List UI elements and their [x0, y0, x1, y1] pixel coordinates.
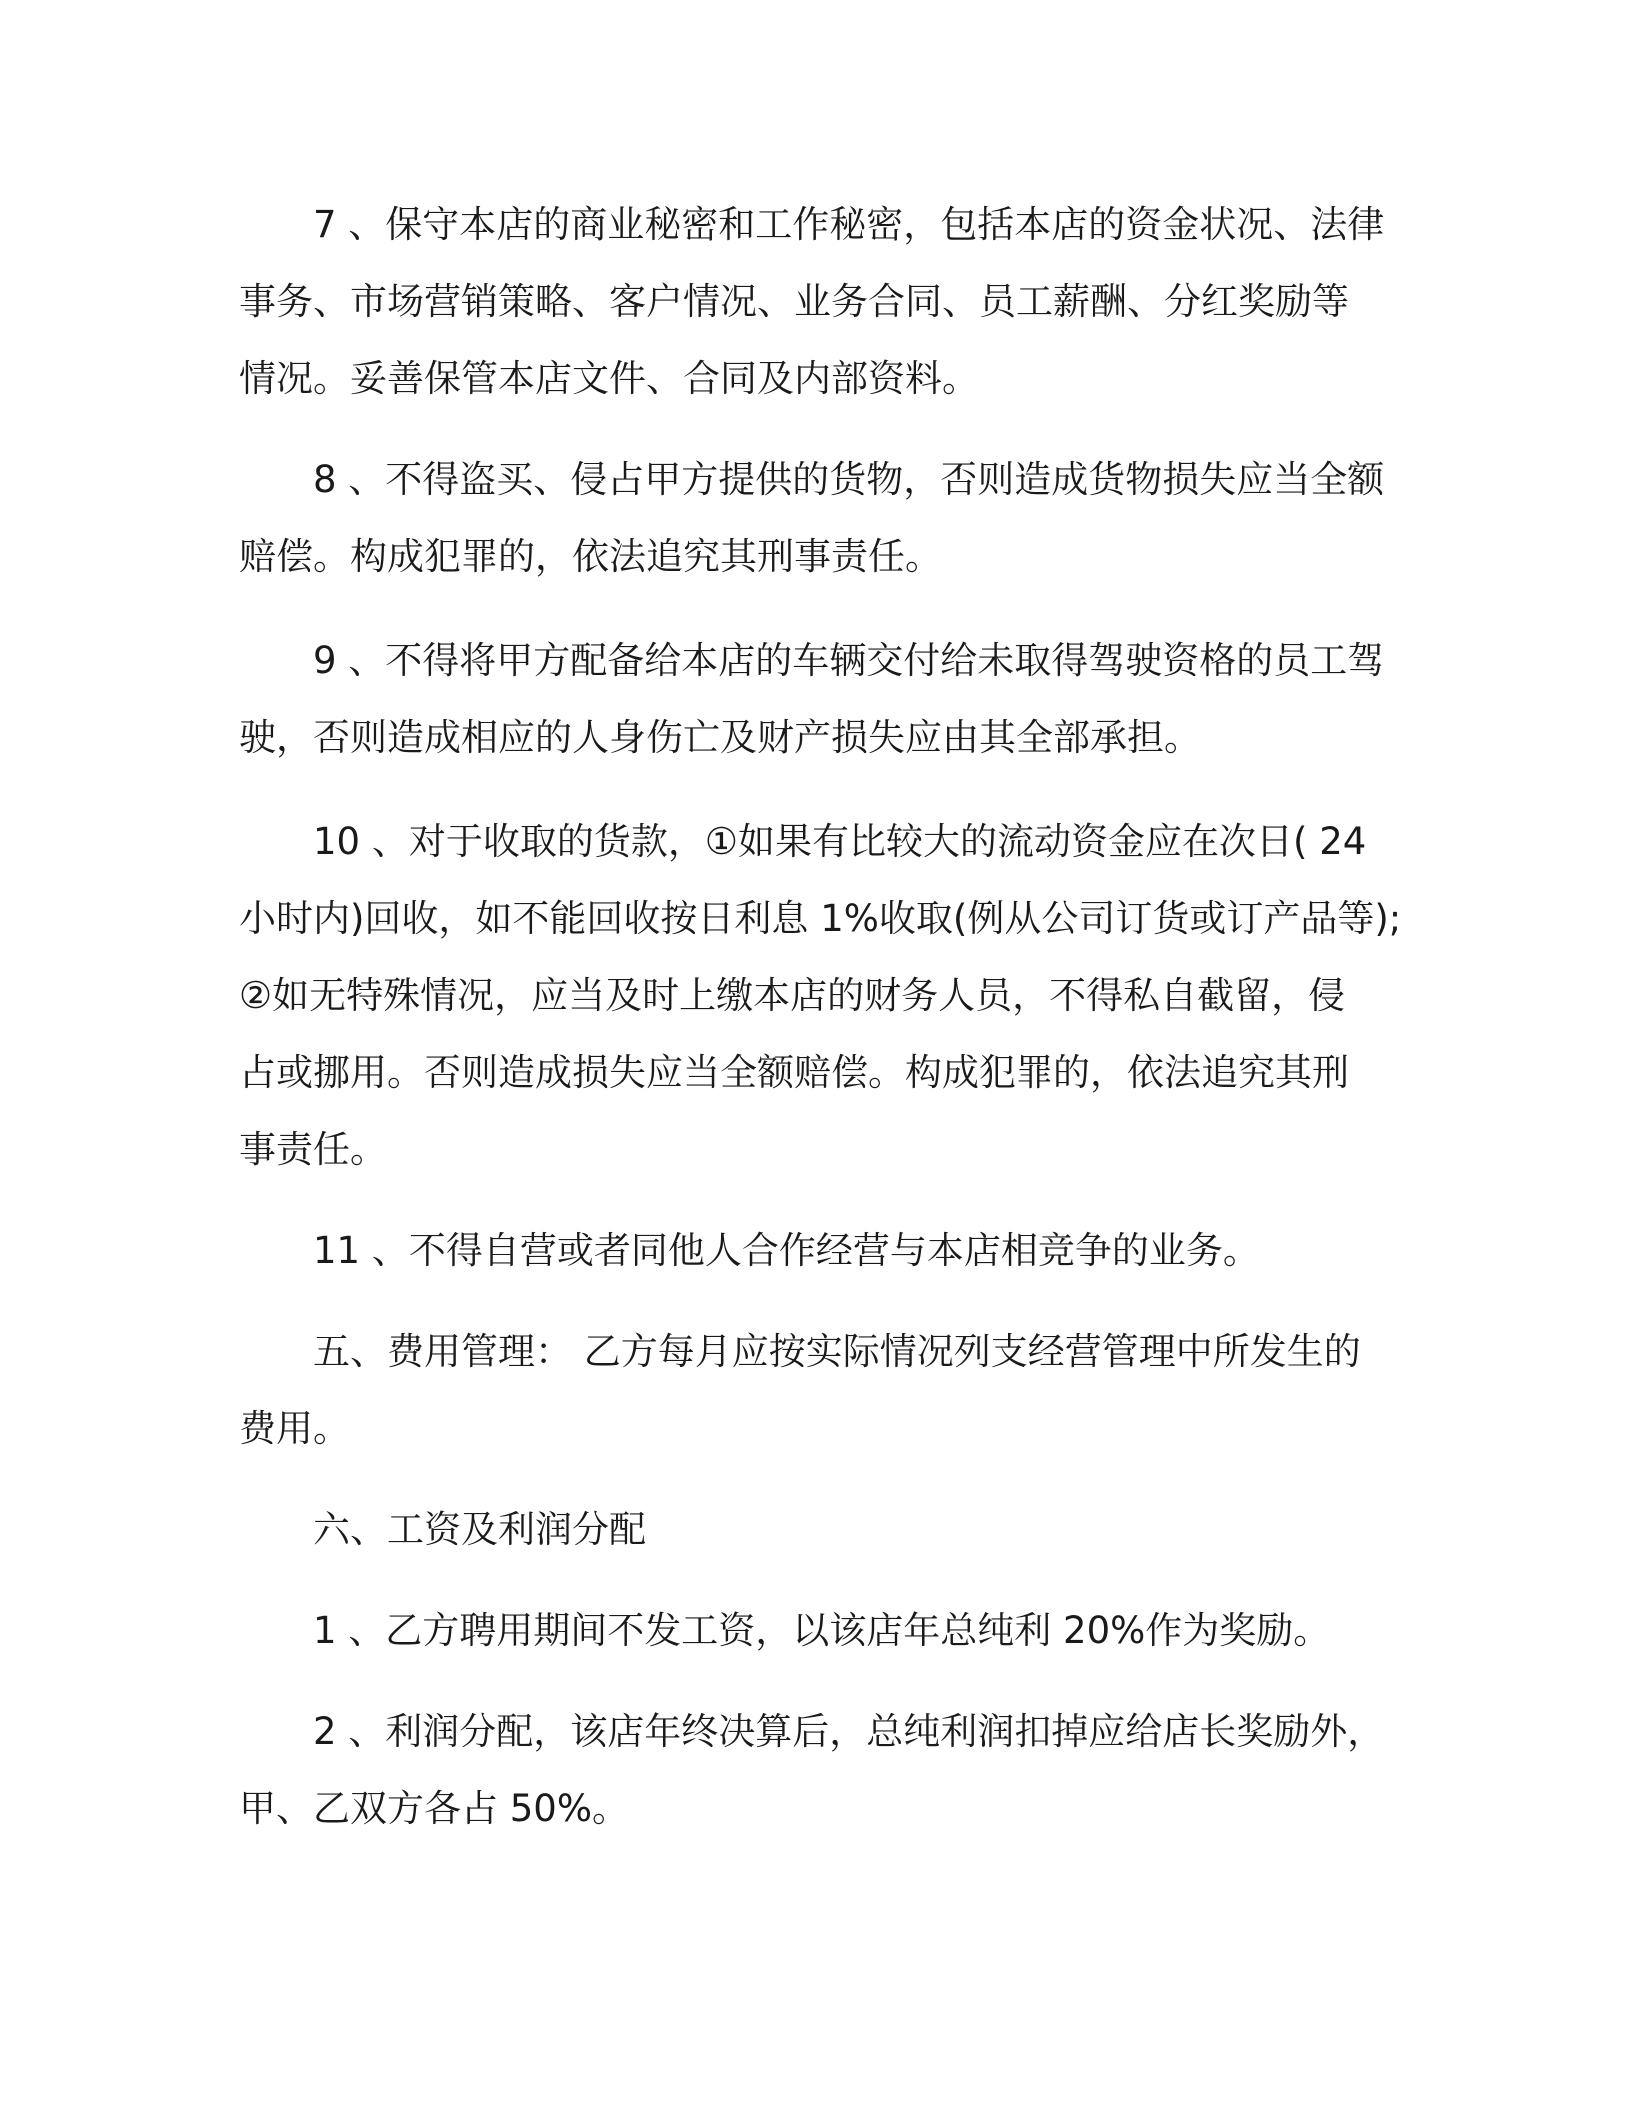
- section-six-heading: [239, 1491, 1399, 1568]
- text-line: 1 、乙方聘用期间不发工资，以该店年总纯利 20%作为奖励。: [313, 1609, 1331, 1652]
- paragraph-wage-1: [239, 1592, 1399, 1669]
- document-body: [239, 186, 1402, 1847]
- text-line: 9 、不得将甲方配备给本店的车辆交付给未取得驾驶资格的员工驾: [313, 639, 1385, 682]
- paragraph-item-7: [239, 186, 1399, 417]
- paragraph-item-9: [239, 622, 1399, 776]
- text-line: 五、费用管理： 乙方每月应按实际情况列支经营管理中所发生的: [313, 1330, 1361, 1373]
- text-line: 事务、市场营销策略、客户情况、业务合同、员工薪酬、分红奖励等: [239, 280, 1349, 323]
- text-line: 驶，否则造成相应的人身伤亡及财产损失应由其全部承担。: [239, 716, 1201, 759]
- text-line: 赔偿。构成犯罪的，依法追究其刑事责任。: [239, 535, 942, 578]
- text-line: ②如无特殊情况，应当及时上缴本店的财务人员，不得私自截留，侵: [239, 974, 1346, 1017]
- text-line: 小时内)回收，如不能回收按日利息 1%收取(例从公司订货或订产品等);: [239, 897, 1402, 940]
- text-line: 费用。: [239, 1407, 350, 1450]
- paragraph-item-11: [239, 1212, 1399, 1289]
- section-five-expense-management: [239, 1313, 1399, 1467]
- text-line: 8 、不得盗买、侵占甲方提供的货物，否则造成货物损失应当全额: [313, 458, 1385, 501]
- text-line: 六、工资及利润分配: [313, 1508, 646, 1551]
- text-line: 甲、乙双方各占 50%。: [239, 1787, 629, 1830]
- paragraph-profit-2: [239, 1693, 1399, 1847]
- text-line: 事责任。: [239, 1128, 387, 1171]
- text-line: 10 、对于收取的货款，①如果有比较大的流动资金应在次日( 24: [313, 820, 1367, 863]
- paragraph-item-8: [239, 441, 1399, 595]
- text-line: 2 、利润分配，该店年终决算后，总纯利润扣掉应给店长奖励外，: [313, 1710, 1385, 1753]
- text-line: 7 、保守本店的商业秘密和工作秘密，包括本店的资金状况、法律: [313, 203, 1385, 246]
- text-line: 情况。妥善保管本店文件、合同及内部资料。: [239, 357, 979, 400]
- text-line: 占或挪用。否则造成损失应当全额赔偿。构成犯罪的，依法追究其刑: [239, 1051, 1349, 1094]
- text-line: 11 、不得自营或者同他人合作经营与本店相竞争的业务。: [313, 1229, 1260, 1272]
- paragraph-item-10: [239, 803, 1402, 1188]
